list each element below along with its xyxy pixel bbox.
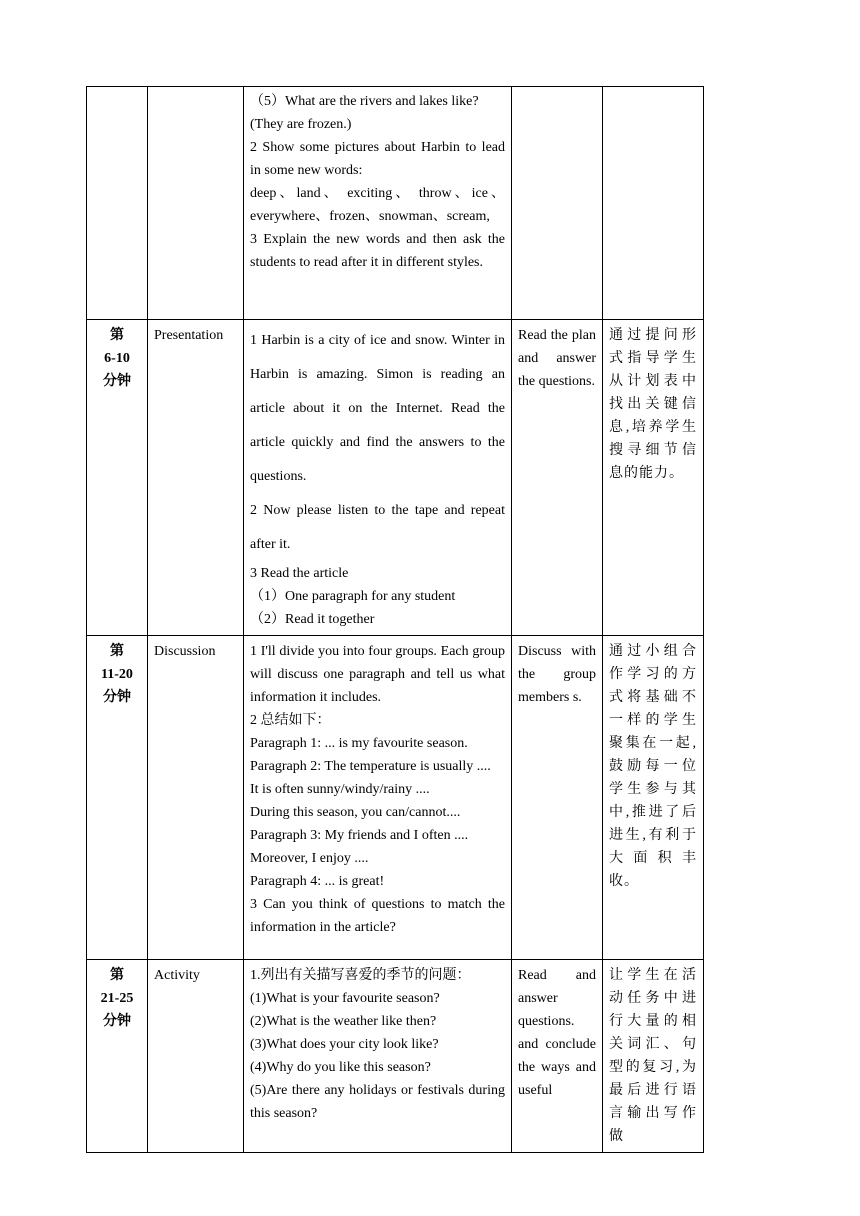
purpose-text: 通过提问形式指导学生从计划表中找出关键信息,培养学生搜寻细节信息的能力。 — [609, 328, 697, 481]
stage-label: Discussion — [154, 644, 216, 659]
time-label: 第 — [110, 644, 124, 659]
activity-line: It is often sunny/windy/rainy .... — [250, 782, 430, 797]
activities-cell — [244, 636, 512, 960]
activity-line: 2 总结如下： — [250, 713, 331, 728]
time-unit: 分钟 — [103, 1014, 131, 1029]
time-range: 11-20 — [101, 667, 133, 682]
activities-cell — [244, 320, 512, 636]
activity-line: (1)What is your favourite season? — [250, 991, 440, 1006]
stage-label: Activity — [154, 968, 200, 983]
time-unit: 分钟 — [103, 374, 131, 389]
activity-line: （5）What are the rivers and lakes like? — [250, 94, 479, 109]
purpose-cell — [603, 960, 704, 1153]
activity-line: Paragraph 1: ... is my favourite season. — [250, 736, 468, 751]
student-activity: Read and answer questions. and conclude the ways and useful — [518, 968, 596, 1098]
activity-line: Moreover, I enjoy .... — [250, 851, 369, 866]
student-activity: Discuss with the group members s. — [518, 644, 596, 705]
stage-cell — [148, 960, 244, 1153]
purpose-cell — [603, 636, 704, 960]
activity-line: 3 Read the article — [250, 566, 349, 581]
stage-label: Presentation — [154, 328, 224, 343]
table-row — [87, 87, 704, 320]
stage-cell — [148, 636, 244, 960]
time-label: 第 — [110, 968, 124, 983]
activity-line: Paragraph 3: My friends and I often .... — [250, 828, 469, 843]
activity-line: 3 Can you think of questions to match the information in the article? — [250, 897, 505, 935]
activities-cell — [244, 87, 512, 320]
time-cell — [87, 960, 148, 1153]
lesson-plan-table — [86, 86, 704, 1153]
table-row — [87, 636, 704, 960]
activity-line: 3 Explain the new words and then ask the students to read after it in different styles. — [250, 232, 505, 270]
student-cell — [512, 960, 603, 1153]
time-cell — [87, 636, 148, 960]
time-cell — [87, 87, 148, 320]
student-activity: Read the plan and answer the questions. — [518, 328, 596, 389]
activity-line: （2）Read it together — [250, 612, 375, 627]
table-row — [87, 960, 704, 1153]
stage-cell — [148, 320, 244, 636]
activity-line: 1 Harbin is a city of ice and snow. Winter in Harbin is amazing. Simon is reading an article about it on the Internet. Read the article quickly and find the answers to the questions. — [250, 333, 505, 484]
activity-line: (2)What is the weather like then? — [250, 1014, 437, 1029]
time-label: 第 — [110, 328, 124, 343]
activity-line: 1.列出有关描写喜爱的季节的问题： — [250, 968, 471, 983]
activity-line: Paragraph 2: The temperature is usually .... — [250, 759, 491, 774]
activity-line: deep、land、 exciting、 throw、ice、everywhere、frozen、snowman、scream, — [250, 186, 505, 224]
activity-line: Paragraph 4: ... is great! — [250, 874, 385, 889]
activity-line: During this season, you can/cannot.... — [250, 805, 461, 820]
activity-line: (They are frozen.) — [250, 117, 352, 132]
activities-cell — [244, 960, 512, 1153]
activity-line: 1 I'll divide you into four groups. Each group will discuss one paragraph and tell us what information it includes. — [250, 644, 505, 705]
activity-line: （1）One paragraph for any student — [250, 589, 456, 604]
time-unit: 分钟 — [103, 690, 131, 705]
student-cell — [512, 636, 603, 960]
time-range: 21-25 — [100, 991, 134, 1006]
stage-cell — [148, 87, 244, 320]
activity-line: (5)Are there any holidays or festivals during this season? — [250, 1083, 505, 1121]
activity-line: 2 Now please listen to the tape and repeat after it. — [250, 503, 505, 552]
student-cell — [512, 87, 603, 320]
time-range: 6-10 — [104, 351, 130, 366]
purpose-text: 让学生在活动任务中进行大量的相关词汇、句型的复习,为最后进行语言输出写作做 — [609, 968, 697, 1144]
purpose-cell — [603, 87, 704, 320]
student-cell — [512, 320, 603, 636]
purpose-cell — [603, 320, 704, 636]
time-cell — [87, 320, 148, 636]
activity-line: 2 Show some pictures about Harbin to lead in some new words: — [250, 140, 505, 178]
activity-line: (3)What does your city look like? — [250, 1037, 439, 1052]
activity-line: (4)Why do you like this season? — [250, 1060, 431, 1075]
purpose-text: 通过小组合作学习的方式将基础不一样的学生聚集在一起,鼓励每一位学生参与其中,推进了后进生,有利于大面积丰收。 — [609, 644, 697, 889]
table-row — [87, 320, 704, 636]
